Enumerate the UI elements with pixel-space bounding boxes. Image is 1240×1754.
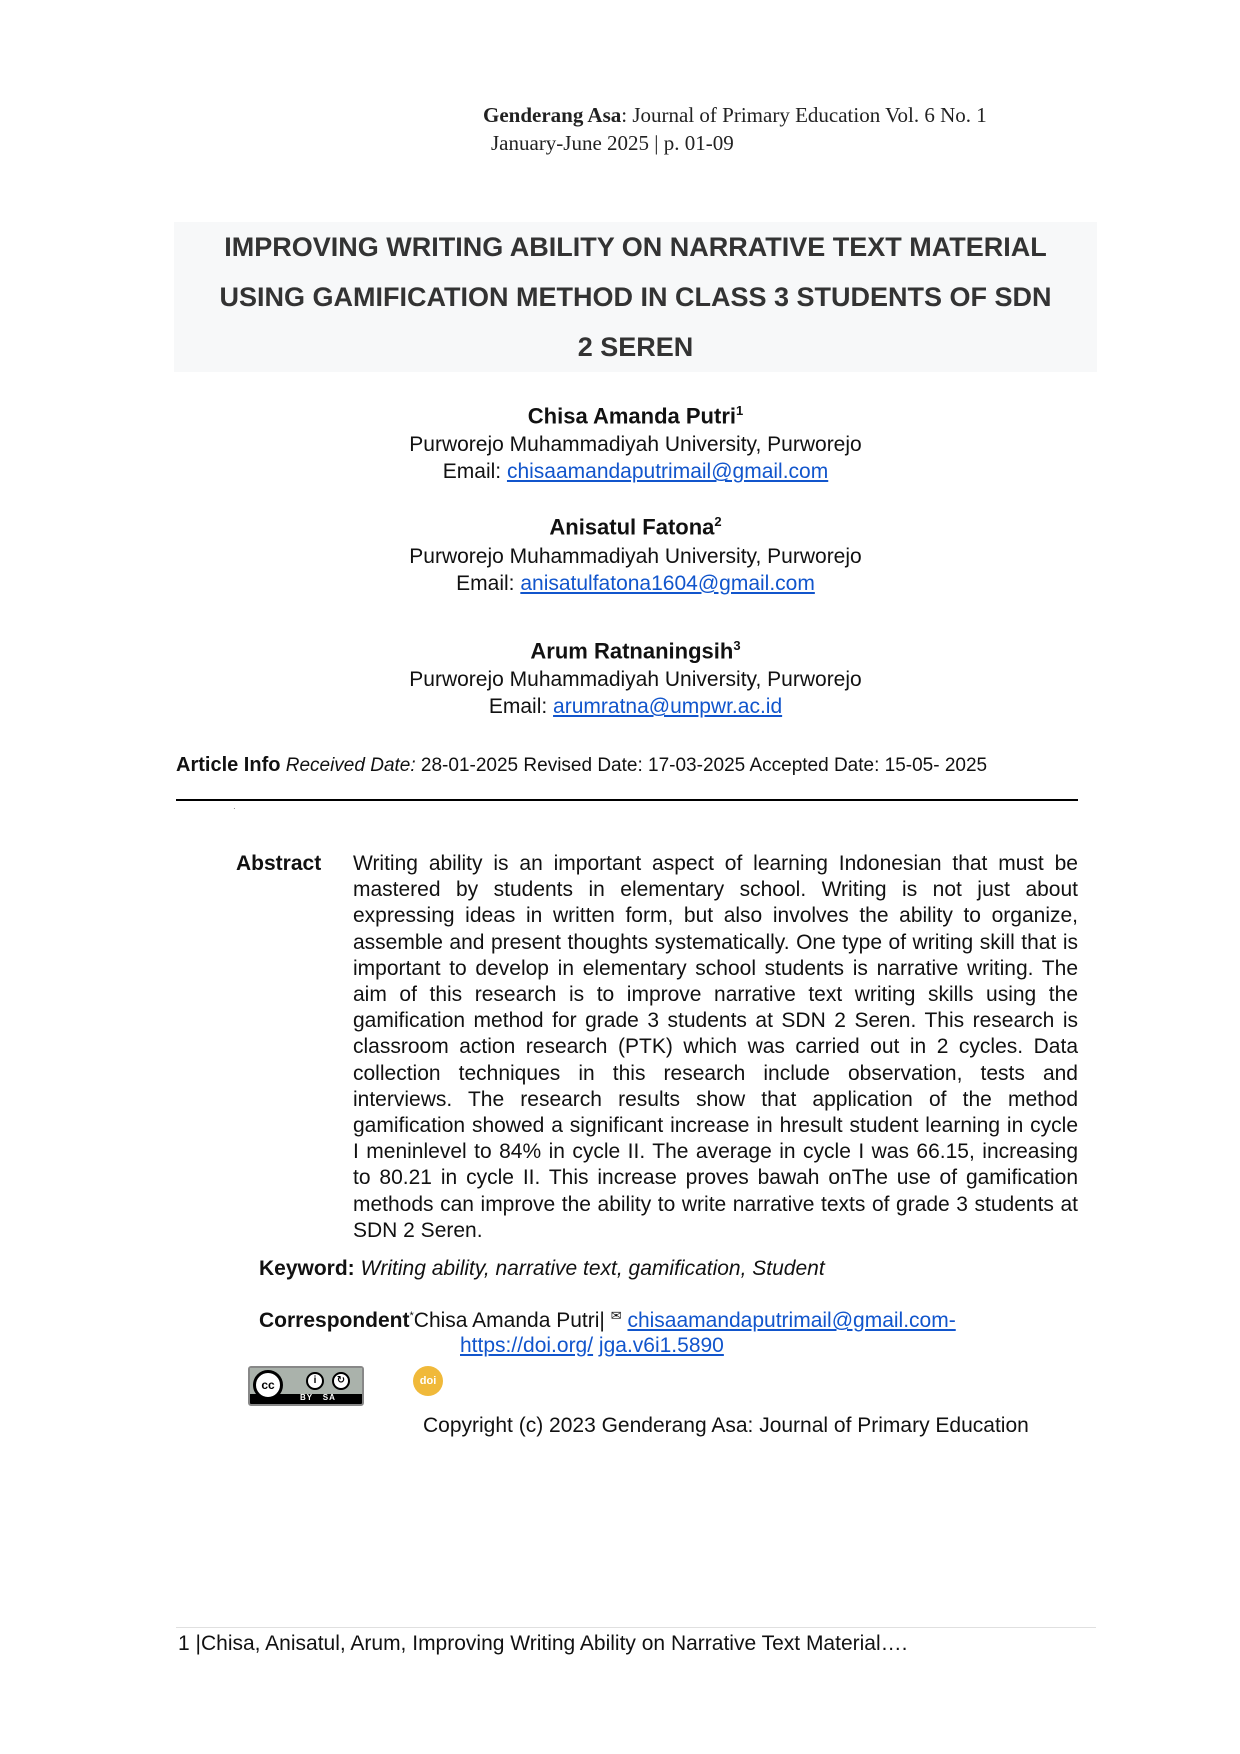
divider-dot: · [233, 804, 236, 813]
journal-issue: January-June 2025 | p. 01-09 [491, 131, 734, 155]
journal-name: Genderang Asa [483, 103, 622, 127]
sa-label: SA [322, 1393, 336, 1402]
by-label: BY [300, 1393, 314, 1402]
by-icon: i [306, 1372, 324, 1390]
author-name [174, 631, 1097, 666]
title-line: USING GAMIFICATION METHOD IN CLASS 3 STUDENTS OF SDN [219, 282, 1052, 312]
accepted-date: Accepted Date: 15-05- 2025 [749, 755, 988, 776]
doi-icon[interactable]: doi [413, 1366, 443, 1396]
author-email-link[interactable]: arumratna@umpwr.ac.id [553, 694, 783, 718]
journal-volume: : Journal of Primary Education Vol. 6 No. 1 [621, 103, 987, 127]
author-name-text: Chisa Amanda Putri [527, 403, 736, 429]
author-email-link[interactable]: anisatulfatona1604@gmail.com [520, 571, 815, 595]
abstract-label: Abstract [236, 852, 322, 875]
author-name [174, 396, 1097, 431]
revised-date: Revised Date: 17-03-2025 [523, 755, 746, 776]
correspondent [259, 1303, 956, 1334]
received-label: Received Date: [285, 755, 416, 776]
email-label: Email: [488, 694, 554, 718]
author-affiliation: Purworejo Muhammadiyah University, Purworejo [409, 433, 862, 457]
title-line: IMPROVING WRITING ABILITY ON NARRATIVE TEXT MATERIAL [224, 232, 1047, 262]
author-email-row [174, 458, 1097, 485]
title-line: 2 SEREN [577, 332, 694, 362]
doi-id-link[interactable]: jga.v6i1.5890 [598, 1334, 724, 1357]
article-info-label: Article Info [176, 754, 281, 776]
email-label: Email: [442, 460, 507, 484]
author-email-link[interactable]: chisaamandaputrimail@gmail.com [506, 460, 829, 484]
journal-header [483, 101, 1103, 157]
doi-prefix-link[interactable]: https://doi.org/ [460, 1334, 594, 1357]
author-block [174, 631, 1097, 720]
author-affiliation: Purworejo Muhammadiyah University, Purworejo [409, 544, 862, 568]
footer-divider [176, 1627, 1096, 1628]
author-block [174, 507, 1097, 596]
author-superscript: 2 [714, 514, 722, 530]
author-email-row [174, 570, 1097, 597]
sa-icon: ↻ [332, 1372, 350, 1390]
received-date: 28-01-2025 [420, 755, 519, 776]
author-affiliation: Purworejo Muhammadiyah University, Purworejo [409, 667, 862, 691]
correspondent-asterisk: * [409, 1310, 414, 1322]
keyword-values: Writing ability, narrative text, gamification, Student [360, 1257, 825, 1280]
correspondent-label: Correspondent [259, 1309, 410, 1332]
cc-icon: cc [253, 1370, 283, 1400]
article-title [174, 222, 1097, 372]
author-superscript: 1 [736, 403, 744, 418]
doi-row [460, 1333, 724, 1359]
copyright: Copyright (c) 2023 Genderang Asa: Journal of Primary Education [423, 1414, 1029, 1437]
article-info [176, 752, 1096, 779]
author-block [174, 396, 1097, 485]
cc-by-sa-license-icon[interactable] [248, 1366, 364, 1406]
author-name-text: Arum Ratnaningsih [530, 637, 734, 663]
keyword-label: Keyword: [259, 1257, 355, 1280]
correspondent-email-link[interactable]: chisaamandaputrimail@gmail.com- [627, 1309, 956, 1332]
divider [176, 799, 1078, 801]
mail-icon: ✉ [610, 1308, 622, 1323]
license-labels [300, 1393, 336, 1402]
author-name-text: Anisatul Fatona [549, 514, 715, 540]
author-email-row [174, 693, 1097, 720]
author-name [174, 507, 1097, 542]
page-footer: 1 |Chisa, Anisatul, Arum, Improving Writing Ability on Narrative Text Material…. [178, 1632, 908, 1655]
abstract-text: Writing ability is an important aspect of learning Indonesian that must be mastered by students in elementary school. Writing is not just about expressing ideas in written form, but also involves the ability to organize, assemble and present thoughts systematically. One type of writing skill that is important to develop in elementary school students is narrative writing. The aim of this research is to improve narrative text writing skills using the gamification method for grade 3 students at SDN 2 Seren. This research is classroom action research (PTK) which was carried out in 2 cycles. Data collection techniques in this research include observation, tests and interviews. The research results show that application of the method gamification showed a significant increase in hresult student learning in cycle I meninlevel to 84% in cycle II. The average in cycle I was 66.15, increasing to 80.21 in cycle II. This increase proves bawah onThe use of gamification methods can improve the ability to write narrative texts of grade 3 students at SDN 2 Seren. [353, 852, 1078, 1242]
author-list [174, 396, 1097, 742]
correspondent-name: Chisa Amanda Putri| [413, 1309, 605, 1332]
journal-title-line [483, 101, 1103, 129]
keywords [259, 1256, 825, 1282]
author-superscript: 3 [733, 637, 741, 653]
email-label: Email: [456, 571, 521, 595]
